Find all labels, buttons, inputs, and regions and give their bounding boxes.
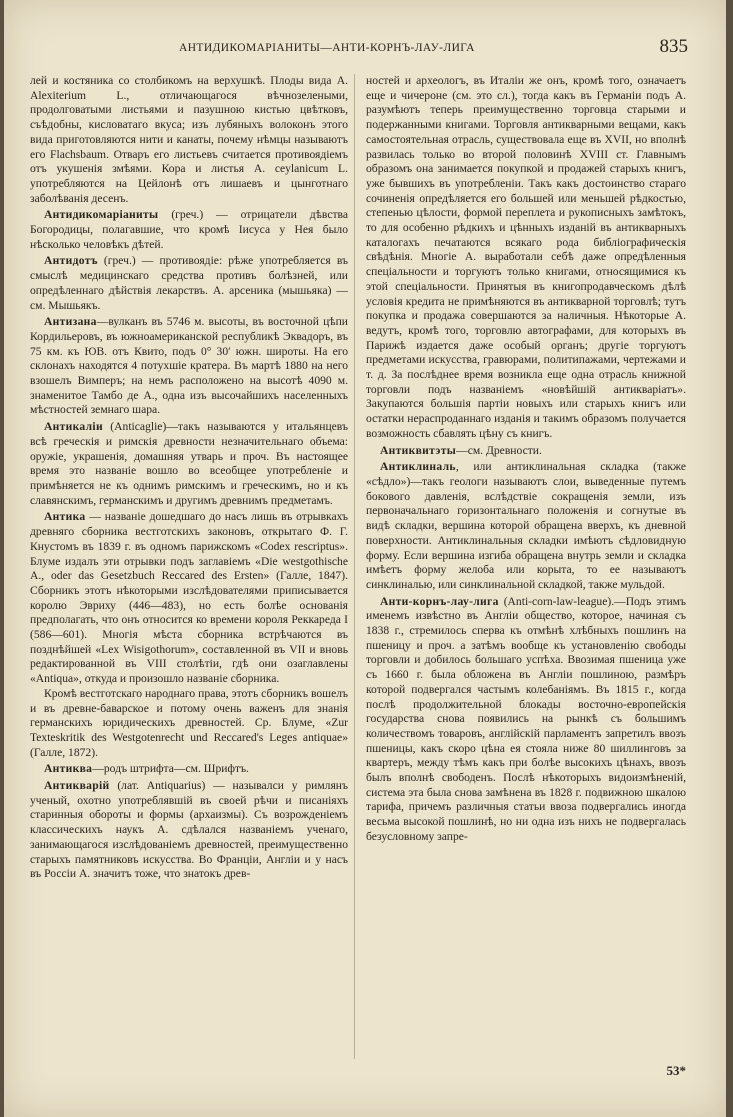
dictionary-entry <box>30 762 348 777</box>
entry-headword: Антизана <box>44 315 97 329</box>
entry-text: —родъ штрифта—см. Шрифтъ. <box>92 762 249 776</box>
continued-text: лей и костяника со столбикомъ на верхушкѣ. Плоды вида A. Alexiterium L., отличающагося вѣчнозелеными, продолговатыми листьями и пазушною кистью цвѣтковъ, съѣдобны, кисловатаго вкуса; изъ лубяныхъ волоконъ этого вида приготовляются нити и канаты, почему нѣмцы называютъ его Flachsbaum. Отваръ его листьевъ считается противоядіемъ отъ укушенія змѣями. Кора и листья A. ceylanicum L. употребляются на Цейлонѣ отъ лишаевъ и цынготнаго заболѣванія десенъ. <box>30 74 348 205</box>
dictionary-entry <box>30 208 348 252</box>
left-column <box>30 74 348 882</box>
dictionary-entry <box>366 460 686 592</box>
dictionary-entry <box>366 595 686 845</box>
continued-text: ностей и археологъ, въ Италіи же онъ, кромѣ того, означаетъ еще и чичероне (см. это сл.), тогда какъ въ Германіи подъ А. разумѣютъ теперь преимущественно торговца старыми и подержанными книгами. Торговля антикварными вещами, какъ самостоятельная отрасль, существовала еще въ XVII, но вполнѣ развилась только во второй половинѣ XVIII ст. Главнымъ образомъ она занимается покупкой и продажей старыхъ книгъ, уже бывшихъ въ употребленіи. Такъ какъ достоинство стараго сочиненія опредѣляется его большей или меньшей рѣдкостью, степенью цѣлости, формой переплета и рукописныхъ замѣтокъ, то для особенно рѣдкихъ и цѣнныхъ изданій въ антикварныхъ каталогахъ печатаются всякаго рода библіографическія свѣдѣнія. Многіе А. выработали себѣ даже опредѣленныя спеціальности и торгуютъ только книгами, относящимися къ этой спеціальности. Принятыя въ книгопродавческомъ дѣлѣ условія кредита не примѣняются въ антикварной торговлѣ; тутъ покупка и продажа совершаются за наличныя. Нѣкоторые А. ведутъ, кромѣ того, торговлю автографами, для которыхъ въ Парижѣ издается даже особый органъ; другіе торгуютъ предметами искусства, гравюрами, политипажами, чертежами и т. д. За послѣднее время возникла еще одна отрасль книжной торговли подъ названіемъ «новѣйшій антикваріатъ». Закупаются большія партіи новыхъ или старыхъ книгъ или остатки нераспроданнаго изданія и такимъ образомъ получается возможность сбавлять цѣну съ книгъ. <box>366 74 686 440</box>
entry-headword: Антидикомаріаниты <box>44 208 159 222</box>
entry-headword: Антика <box>44 510 86 524</box>
dictionary-entry <box>30 420 348 508</box>
page-number: 835 <box>659 36 688 57</box>
entry-headword: Антиква <box>44 762 93 776</box>
page-header <box>4 32 726 62</box>
entry-text: (греч.) — противоядіе: рѣже употребляется въ смыслѣ медицинскаго средства противъ болѣзней, или опредѣленнаго дѣйствія лекарствъ. А. арсеника (мышьяка) — см. Мышьякъ. <box>30 254 348 312</box>
entry-headword: Антикварій <box>44 779 110 793</box>
entry-headword: Антиклиналь <box>380 460 456 474</box>
right-column <box>366 74 686 845</box>
entry-text: (Anti-corn-law-league).—Подъ этимъ именемъ извѣстно въ Англіи общество, которое, начиная съ 1838 г., стремилось сперва къ отмѣнѣ хлѣбныхъ пошлинъ на пшеницу и проч. а затѣмъ вообще къ установленію свободы торговли и добилось большаго успѣха. Ввозимая пшеница уже съ 1660 г. была обложена въ Англіи пошлиною, размѣръ которой подвергался частымъ колебаніямъ. Въ 1815 г., когда послѣ продолжительной блокады восточно-европейскія государства снова появились на рынкѣ съ большимъ количествомъ товаровъ, англійскій парламентъ запретилъ ввозъ пшеницы, какъ скоро цѣна ея стояла ниже 80 шиллинговъ за квартеръ, между тѣмъ какъ при болѣе высокихъ цѣнахъ, ввозъ былъ вполнѣ свободенъ. Послѣ нѣкоторыхъ видоизмѣненій, система эта была снова замѣнена въ 1828 г. подвижною шкалою тарифа, причемъ различныя статьи ввоза подвергались иногда весьма высокой пошлинѣ, но ни одна изъ нихъ не подвергалась безусловному запре- <box>366 594 686 843</box>
entry-text: (Anticaglie)—такъ называются у итальянцевъ всѣ греческія и римскія древности незначительнаго объема: оружіе, украшенія, домашняя утварь и проч. Въ настоящее время это названіе вошло во всеобщее употребленіе и примѣняется не къ однимъ римскимъ и греческимъ, но и къ славянскимъ, германскимъ и другимъ древнимъ предметамъ. <box>30 420 348 507</box>
entry-text: , или антиклинальная складка (также «сѣдло»)—такъ геологи называютъ слои, выведенные путемъ бокового давленія, вслѣдствіе сокращенія земли, изъ первоначальнаго горизонтальнаго положенія и согнутые въ видѣ складки, вершина которой обращена вверхъ, къ дневной поверхности. Антиклинальныя складки имѣютъ сѣдловидную форму. Если вершина изгиба обращена внутрь земли и складка имѣетъ форму желоба или корыта, то ее называютъ синклиналью, или синклинальной складкой, также мульдой. <box>366 460 686 591</box>
entry-text: (греч.) — отрицатели дѣвства Богородицы, полагавшие, что кромѣ Іисуса у Нея было нѣсколько человѣкъ дѣтей. <box>30 208 348 251</box>
running-head: АНТИДИКОМАРІАНИТЫ—АНТИ-КОРНЪ-ЛАУ-ЛИГА <box>179 42 475 54</box>
signature-mark: 53* <box>666 1063 686 1078</box>
column-divider <box>354 74 355 1059</box>
dictionary-entry <box>366 444 686 459</box>
entry-headword: Антикаліи <box>44 420 103 434</box>
dictionary-entry <box>30 254 348 313</box>
entry-text: —вулканъ въ 5746 м. высоты, въ восточной цѣпи Кордильеровъ, въ южноамериканской республикѣ Эквадоръ, въ 75 км. къ ЮВ. отъ Квито, подъ 0° 30′ южн. широты. На его склонахъ находятся 4 потухшіе кратера. Въ мартѣ 1880 на него взошелъ Вимперъ; на немъ расположено на высотѣ 4090 м. знаменитое Тамбо де А., одна изъ высочайшихъ населенныхъ мѣстностей земнаго шара. <box>30 315 348 417</box>
dictionary-entry <box>30 510 348 686</box>
entry-text: (лат. Antiquarius) — называлси у римлянъ ученый, охотно употреблявшій въ своей рѣчи и писаніяхъ старинныя обороты и формы (архаизмы). Съ возрожденіемъ классическихъ наукъ А. сдѣлался названіемъ ученаго, занимающагося изслѣдованіемъ древностей, преимущественно старыхъ памятниковъ искусства. Во Франціи, Англіи и у насъ въ Россіи А. значитъ тоже, что знатокъ древ- <box>30 779 348 881</box>
paragraph: Кромѣ вестготскаго народнаго права, этотъ сборникъ вошелъ и въ древне-баварское и потому очень важенъ для знанія германскихъ юридическихъ древностей. Ср. Блуме, «Zur Texteskritik des Westgotenrecht und Reccared's Leges antiquae» (Галле, 1872). <box>30 686 348 759</box>
entry-text: —см. Древности. <box>456 443 542 457</box>
dictionary-entry <box>30 315 348 418</box>
entry-text: — названіе дошедшаго до насъ лишь въ отрывкахъ древняго сборника вестготскихъ законовъ, открытаго Ф. Г. Кнустомъ въ 1839 г. въ одномъ парижскомъ «Codex rescriptus». Блуме издалъ эти отрывки подъ заглавіемъ «Die westgothische A., oder das Gesetzbuch Reccared des Ersten» (Галле, 1847). Сборникъ этотъ нѣкоторыми изслѣдователями приписывается королю Эвриху (446—483), но есть болѣе основанія предполагать, что онъ относится ко времени короля Реккареда I (586—601). Многія мѣста сборника встрѣчаются въ позднѣйшей «Lex Wisigothorum», составленной въ VII и вновь редактированной въ VIII столѣтіи, гдѣ они озаглавлены «Antiqua», откуда и произошло названіе сборника. <box>30 510 348 686</box>
entry-headword: Антиквитэты <box>380 443 457 457</box>
entry-headword: Антидотъ <box>44 254 98 268</box>
book-page <box>4 0 726 1117</box>
dictionary-entry <box>30 779 348 882</box>
entry-headword: Анти-корнъ-лау-лига <box>380 594 499 608</box>
